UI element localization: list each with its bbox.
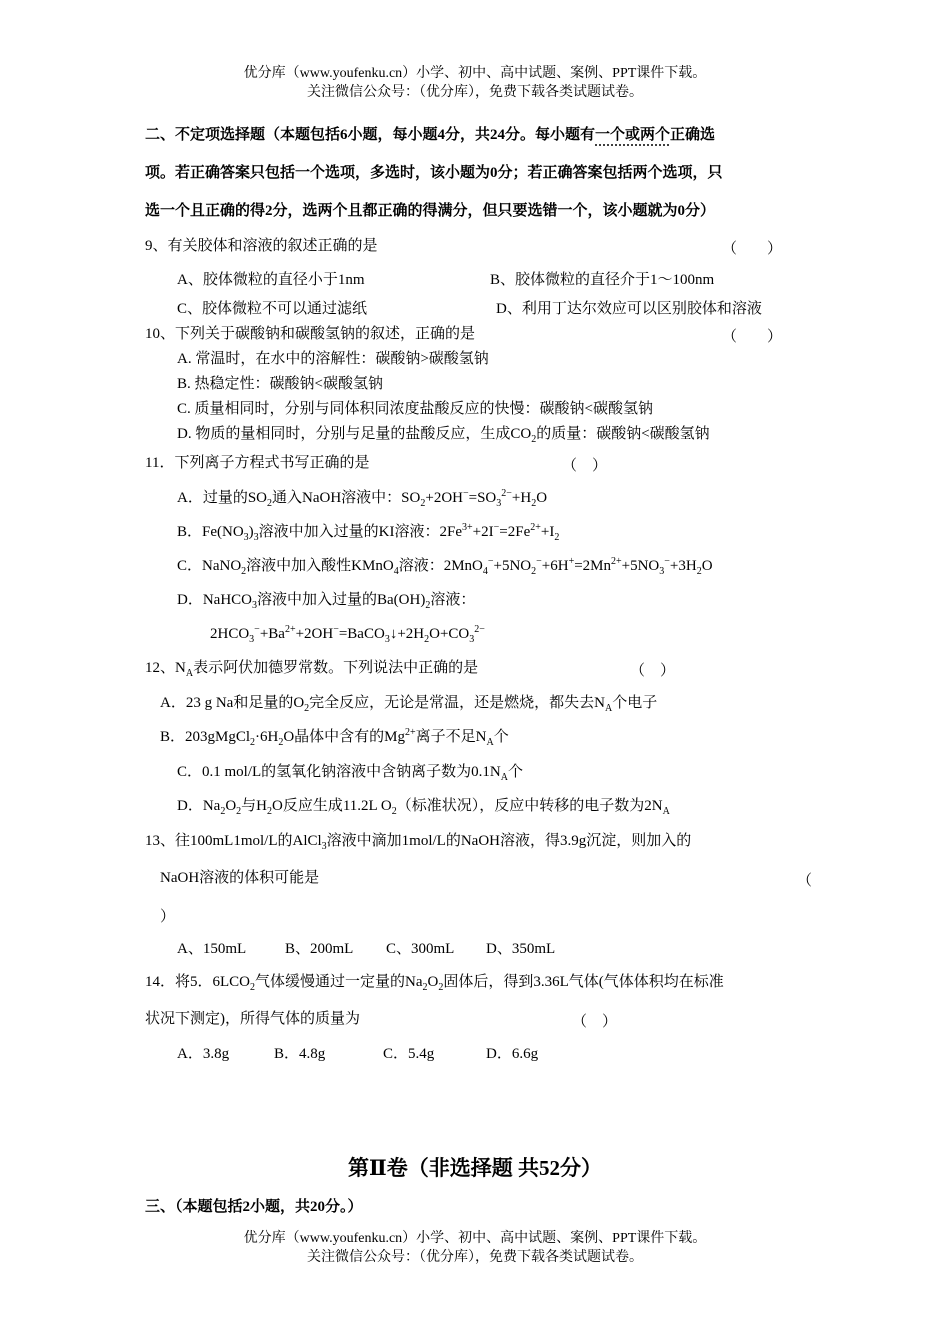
q13-line-1: [145, 832, 691, 850]
q11-d-sub: 3: [252, 600, 257, 611]
q12-d-3: 与H: [241, 798, 268, 814]
q11-b-sub: 3: [243, 532, 249, 543]
q11-c-5: +6H: [541, 558, 569, 574]
q10-option-c: C. 质量相同时，分别与同体积同浓度盐酸反应的快慢：碳酸钠<碳酸氢钠: [177, 401, 653, 417]
q13-l1-sub: 3: [321, 841, 327, 852]
q11-d2-1: 2HCO: [210, 626, 250, 642]
q14-answer-paren: （ ）: [572, 1014, 618, 1030]
q11-d2-sub: 3: [249, 634, 255, 645]
q11-c-sup5: −: [664, 556, 670, 567]
q11-b-sup3: 2+: [530, 522, 541, 533]
q11-c-1: C．NaNO: [177, 558, 242, 574]
q14-l1-sub: 2: [250, 982, 256, 993]
q12-b-sup: 2+: [405, 727, 416, 738]
q12-d-5: （标准状况），反应中转移的电子数为2N: [396, 798, 663, 814]
q10-d-text: D. 物质的量相同时，分别与足量的盐酸反应，生成CO: [177, 426, 532, 442]
q12-d-2: O: [225, 798, 237, 814]
q11-c-4: +5NO: [493, 558, 532, 574]
q12-option-d: [177, 797, 670, 815]
q11-c-sup2: −: [536, 556, 542, 567]
q11-c-sup3: +: [568, 556, 575, 567]
q9-option-b: B、胶体微粒的直径介于1～100nm: [490, 272, 715, 288]
q14-option-a: A．3.8g: [177, 1046, 230, 1062]
header-line-2: 关注微信公众号：（优分库），免费下载各类试题试卷。: [307, 85, 643, 100]
q13-l1-2: 溶液中滴加1mol/L的NaOH溶液，得3.9g沉淀，则加入的: [326, 833, 692, 849]
q10-option-d: [177, 425, 710, 443]
q12-stem-1: 12、N: [145, 660, 186, 676]
q12-stem: [145, 659, 478, 677]
q11-a-4: =SO: [468, 490, 497, 506]
q10-d-text-2: 的质量：碳酸钠<碳酸氢钠: [536, 426, 710, 442]
part2-title: 第Ⅱ卷（非选择题 共52分）: [348, 1156, 602, 1180]
q11-d2-3: +2OH: [295, 626, 334, 642]
footer-line-2: 关注微信公众号：（优分库），免费下载各类试题试卷。: [307, 1250, 643, 1265]
q12-option-a: [160, 694, 657, 712]
q11-b-3: 溶液中加入过量的KI溶液：2Fe: [258, 524, 463, 540]
q11-c-sup: −: [487, 556, 494, 567]
q10-option-a: A. 常温时，在水中的溶解性：碳酸钠>碳酸氢钠: [177, 351, 489, 367]
q12-b-3: O晶体中含有的Mg: [283, 729, 406, 745]
q11-c-6: =2Mn: [574, 558, 611, 574]
q11-d2-sup: −: [254, 624, 260, 635]
q14-option-c: C．5.4g: [383, 1046, 435, 1062]
q11-a-sup2: 2−: [501, 488, 512, 499]
footer-line-1: 优分库（www.youfenku.cn）小学、初中、高中试题、案例、PPT课件下载。: [243, 1231, 707, 1246]
q12-d-1: D．Na: [177, 798, 221, 814]
q14-option-b: B．4.8g: [274, 1046, 326, 1062]
q11-c-8: +3H: [669, 558, 697, 574]
q12-b-sub: 2: [250, 737, 256, 748]
section2-line-1c: 正确选: [670, 127, 716, 143]
q14-line-2: 状况下测定)，所得气体的质量为: [145, 1011, 360, 1027]
q13-l1-1: 13、往100mL1mol/L的AlCl: [145, 833, 322, 849]
q11-d2-sub4: 3: [469, 634, 475, 645]
q13-paren-close: ）: [160, 909, 176, 925]
q11-b-4: +2I: [472, 524, 494, 540]
header-line-1: 优分库（www.youfenku.cn）小学、初中、高中试题、案例、PPT课件下载。: [243, 66, 707, 81]
q9-answer-paren: （ ）: [722, 241, 783, 257]
q11-option-d: [177, 591, 475, 609]
q12-b-sub2: 2: [278, 737, 284, 748]
q12-d-4: O反应生成11.2L O: [272, 798, 392, 814]
q12-a-3: 个电子: [612, 695, 658, 711]
q11-option-d-equation: [210, 625, 485, 643]
q11-d2-sub3: 2: [424, 634, 430, 645]
section2-line-1a: 二、不定项选择题（本题包括6小题，每小题4分，共24分。每小题有: [145, 127, 596, 143]
section2-emphasis: 一个或两个: [595, 127, 671, 143]
q12-answer-paren: （ ）: [630, 663, 676, 679]
q12-b-4: 离子不足N: [415, 729, 487, 745]
q11-d-3: 溶液：: [430, 592, 476, 608]
q12-b-5: 个: [493, 729, 509, 745]
q11-option-a: [177, 489, 547, 507]
q14-line-1: [145, 973, 724, 991]
q11-b-sub2: 3: [253, 532, 259, 543]
q11-c-sub4: 2: [531, 566, 537, 577]
q12-c-2: 个: [508, 764, 524, 780]
q11-d2-sub2: 3: [384, 634, 390, 645]
q11-b-5: =2Fe: [499, 524, 531, 540]
q11-b-2: ): [248, 524, 254, 540]
q11-a-sub3: 3: [496, 498, 502, 509]
q11-d-sub2: 2: [425, 600, 431, 611]
q10-d-sub: 2: [531, 434, 537, 445]
q11-d2-sup2: 2+: [284, 624, 296, 635]
q11-d-1: D．NaHCO: [177, 592, 252, 608]
q11-c-2: 溶液中加入酸性KMnO: [246, 558, 394, 574]
q11-b-sup: 3+: [462, 522, 473, 533]
q11-d2-2: +Ba: [259, 626, 285, 642]
q14-l1-sub2: 2: [422, 982, 428, 993]
q12-d-sub5: A: [662, 806, 670, 817]
q13-option-c: C、300mL: [386, 941, 455, 957]
q12-option-c: [177, 763, 523, 781]
section2-line-1: [145, 126, 715, 144]
q14-l1-3: O: [427, 974, 439, 990]
q12-c-sub: A: [500, 772, 508, 783]
q11-b-sub3: 2: [554, 532, 560, 543]
q12-b-1: B．203gMgCl: [160, 729, 251, 745]
q12-a-sub: 2: [304, 703, 310, 714]
q11-c-sub3: 4: [482, 566, 488, 577]
q11-d2-6: O+CO: [429, 626, 470, 642]
q10-stem: 10、下列关于碳酸钠和碳酸氢钠的叙述，正确的是: [145, 326, 476, 342]
q9-option-a: A、胶体微粒的直径小于1nm: [177, 272, 365, 288]
q14-l1-1: 14．将5．6LCO: [145, 974, 251, 990]
q12-stem-2: 表示阿伏加德罗常数。下列说法中正确的是: [193, 660, 479, 676]
q11-b-sup2: −: [493, 522, 500, 533]
q11-d-2: 溶液中加入过量的Ba(OH): [257, 592, 426, 608]
q13-option-a: A、150mL: [177, 941, 247, 957]
q12-d-sub: 2: [220, 806, 226, 817]
q13-option-d: D、350mL: [486, 941, 556, 957]
q11-answer-paren: （ ）: [562, 458, 608, 474]
q11-a-1: A．过量的SO: [177, 490, 268, 506]
q11-a-3: +2OH: [425, 490, 463, 506]
q11-c-9: O: [701, 558, 713, 574]
q11-b-6: +I: [540, 524, 555, 540]
q11-a-sub: 2: [267, 498, 273, 509]
q14-l1-4: 固体后，得到3.36L气体(气体体积均在标准: [443, 974, 724, 990]
q11-c-sub6: 2: [696, 566, 702, 577]
q11-option-c: [177, 557, 713, 575]
q11-d2-4: =BaCO: [338, 626, 385, 642]
q11-b-1: B．Fe(NO: [177, 524, 244, 540]
q10-option-b: B. 热稳定性：碳酸钠<碳酸氢钠: [177, 376, 383, 392]
q12-d-sub4: 2: [391, 806, 397, 817]
q12-stem-sub: A: [185, 668, 194, 679]
q11-c-7: +5NO: [621, 558, 660, 574]
q11-a-sub4: 2: [531, 498, 537, 509]
q14-l1-2: 气体缓慢通过一定量的Na: [255, 974, 423, 990]
q11-c-sub2: 4: [393, 566, 399, 577]
q11-d2-sup3: −: [333, 624, 339, 635]
q11-stem: 11．下列离子方程式书写正确的是: [145, 455, 370, 471]
q11-c-sub: 2: [241, 566, 247, 577]
q11-c-sub5: 3: [659, 566, 665, 577]
q11-a-6: O: [536, 490, 548, 506]
section3-heading: 三、（本题包括2小题，共20分。）: [145, 1199, 363, 1215]
q9-stem: 9、有关胶体和溶液的叙述正确的是: [145, 238, 378, 254]
q11-c-3: 溶液：2MnO: [398, 558, 483, 574]
q11-d2-5: ↓+2H: [389, 626, 425, 642]
q9-option-c: C、胶体微粒不可以通过滤纸: [177, 301, 368, 317]
q12-a-1: A．23 g Na和足量的O: [160, 695, 305, 711]
q11-option-b: [177, 523, 559, 541]
section2-line-2: 项。若正确答案只包括一个选项，多选时，该小题为0分；若正确答案包括两个选项，只: [145, 165, 723, 181]
q12-b-2: ·6H: [255, 729, 279, 745]
q11-d2-sup4: 2−: [474, 624, 485, 635]
q12-c-1: C．0.1 mol/L的氢氧化钠溶液中含钠离子数为0.1N: [177, 764, 501, 780]
q11-c-sup4: 2+: [611, 556, 622, 567]
q11-a-sub2: 2: [420, 498, 426, 509]
q11-a-5: +H: [511, 490, 532, 506]
q11-a-sup: −: [462, 488, 469, 499]
q12-a-2: 完全反应，无论是常温，还是燃烧，都失去N: [309, 695, 605, 711]
q12-d-sub2: 2: [236, 806, 242, 817]
section2-line-3: 选一个且正确的得2分，选两个且都正确的得满分，但只要选错一个，该小题就为0分）: [145, 203, 716, 219]
q12-d-sub3: 2: [267, 806, 273, 817]
q13-line-2: NaOH溶液的体积可能是: [160, 870, 320, 886]
q14-option-d: D．6.6g: [486, 1046, 539, 1062]
q9-option-d: D、利用丁达尔效应可以区别胶体和溶液: [496, 301, 762, 317]
q13-paren-open: （: [797, 873, 813, 889]
q11-a-2: 通入NaOH溶液中：SO: [272, 490, 421, 506]
q12-option-b: [160, 728, 509, 746]
q14-l1-sub3: 2: [438, 982, 444, 993]
q10-answer-paren: （ ）: [722, 329, 783, 345]
q12-a-sub2: A: [605, 703, 613, 714]
q12-b-sub3: A: [486, 737, 494, 748]
q13-option-b: B、200mL: [285, 941, 354, 957]
